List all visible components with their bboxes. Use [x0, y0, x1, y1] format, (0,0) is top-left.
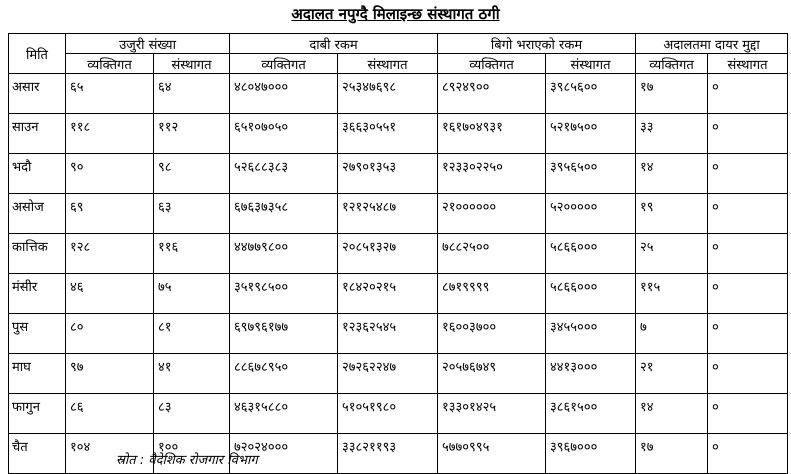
cell-claim-individual: ४६३१५८८० — [230, 394, 338, 434]
cell-complaints-institutional: ८१ — [154, 314, 230, 354]
cell-recovered-individual: २१०००००० — [438, 194, 546, 234]
table-row — [9, 194, 788, 234]
cell-recovered-institutional: ५२००००० — [546, 194, 636, 234]
cell-month: असोज — [9, 194, 66, 234]
cell-complaints-individual: १२८ — [66, 234, 154, 274]
table-row — [9, 154, 788, 194]
cell-cases-individual: १७ — [636, 434, 708, 474]
cell-recovered-individual: ८७१९९९९ — [438, 274, 546, 314]
header-court-cases: अदालतमा दायर मुद्दा — [636, 34, 788, 54]
cell-cases-individual: ७ — [636, 314, 708, 354]
cell-recovered-individual: १२३३०२२५० — [438, 154, 546, 194]
header-individual: व्यक्तिगत — [230, 54, 338, 74]
table-body — [9, 74, 788, 474]
cell-complaints-institutional: ६३ — [154, 194, 230, 234]
cell-claim-institutional: २५३४७६९८ — [338, 74, 438, 114]
header-institutional: संस्थागत — [338, 54, 438, 74]
table-row — [9, 394, 788, 434]
cell-cases-individual: ३३ — [636, 114, 708, 154]
cell-complaints-individual: ६५ — [66, 74, 154, 114]
cell-cases-institutional: ० — [708, 114, 788, 154]
cell-claim-institutional: १२१२५४८७ — [338, 194, 438, 234]
header-recovered-amount: बिगो भराएको रकम — [438, 34, 636, 54]
cell-cases-individual: २१ — [636, 354, 708, 394]
cell-complaints-individual: ८६ — [66, 394, 154, 434]
cell-complaints-institutional: १०० — [154, 434, 230, 474]
header-institutional: संस्थागत — [708, 54, 788, 74]
cell-cases-institutional: ० — [708, 74, 788, 114]
cell-recovered-individual: १३३०१४२५ — [438, 394, 546, 434]
cell-month: पुस — [9, 314, 66, 354]
source-note: स्रोत : वैदेशिक रोजगार विभाग — [116, 453, 258, 468]
cell-cases-institutional: ० — [708, 354, 788, 394]
cell-month: चैत — [9, 434, 66, 474]
cell-cases-individual: २५ — [636, 234, 708, 274]
cell-cases-institutional: ० — [708, 234, 788, 274]
header-complaint-count: उजुरी संख्या — [66, 34, 230, 54]
cell-claim-institutional: ३६६३०५५१ — [338, 114, 438, 154]
cell-recovered-institutional: ३९६७००० — [546, 434, 636, 474]
cell-claim-individual: ६५१०७०५० — [230, 114, 338, 154]
cell-complaints-institutional: ११२ — [154, 114, 230, 154]
cell-recovered-individual: ८९२४९०० — [438, 74, 546, 114]
cell-cases-institutional: ० — [708, 274, 788, 314]
cell-complaints-individual: ९० — [66, 154, 154, 194]
cell-cases-individual: ११५ — [636, 274, 708, 314]
table-row — [9, 314, 788, 354]
cell-month: फागुन — [9, 394, 66, 434]
table-row — [9, 74, 788, 114]
header-individual: व्यक्तिगत — [66, 54, 154, 74]
fraud-statistics-table — [8, 33, 788, 474]
cell-complaints-individual: ८० — [66, 314, 154, 354]
header-individual: व्यक्तिगत — [438, 54, 546, 74]
cell-recovered-individual: १६००३७०० — [438, 314, 546, 354]
cell-month: साउन — [9, 114, 66, 154]
cell-cases-institutional: ० — [708, 154, 788, 194]
header-institutional: संस्थागत — [546, 54, 636, 74]
cell-month: असार — [9, 74, 66, 114]
cell-recovered-institutional: ३९८५६०० — [546, 74, 636, 114]
cell-complaints-individual: ९७ — [66, 354, 154, 394]
cell-recovered-institutional: ३४५५००० — [546, 314, 636, 354]
cell-cases-individual: १७ — [636, 74, 708, 114]
cell-recovered-individual: १६१७०४९३१ — [438, 114, 546, 154]
cell-claim-institutional: ५१०५१९८० — [338, 394, 438, 434]
cell-cases-institutional: ० — [708, 434, 788, 474]
cell-claim-institutional: २७९०१३५३ — [338, 154, 438, 194]
cell-cases-institutional: ० — [708, 194, 788, 234]
cell-complaints-individual: १०४ — [66, 434, 154, 474]
cell-recovered-institutional: ५८६६००० — [546, 234, 636, 274]
cell-month: भदौ — [9, 154, 66, 194]
cell-claim-individual: ३५१९८५०० — [230, 274, 338, 314]
cell-complaints-individual: ४६ — [66, 274, 154, 314]
cell-claim-individual: ६९७९६१७७ — [230, 314, 338, 354]
table-row — [9, 234, 788, 274]
cell-recovered-individual: २०५७६७४९ — [438, 354, 546, 394]
cell-cases-individual: १४ — [636, 394, 708, 434]
cell-complaints-institutional: ८३ — [154, 394, 230, 434]
cell-recovered-institutional: ५८६६००० — [546, 274, 636, 314]
header-month: मिति — [9, 34, 66, 74]
table-row — [9, 114, 788, 154]
cell-claim-individual: ६७६३७३५८ — [230, 194, 338, 234]
header-claim-amount: दाबी रकम — [230, 34, 438, 54]
cell-recovered-individual: ५७७०९९५ — [438, 434, 546, 474]
header-individual: व्यक्तिगत — [636, 54, 708, 74]
cell-complaints-institutional: ९८ — [154, 154, 230, 194]
cell-complaints-individual: ६९ — [66, 194, 154, 234]
cell-claim-individual: ७२०२४००० — [230, 434, 338, 474]
cell-claim-institutional: १२३६२५४५ — [338, 314, 438, 354]
cell-recovered-institutional: ५२१७५०० — [546, 114, 636, 154]
cell-claim-institutional: २०८५१३२७ — [338, 234, 438, 274]
cell-recovered-institutional: ३८६१५०० — [546, 394, 636, 434]
cell-claim-individual: ४८०४७००० — [230, 74, 338, 114]
table-row — [9, 274, 788, 314]
cell-cases-institutional: ० — [708, 314, 788, 354]
cell-complaints-institutional: ६४ — [154, 74, 230, 114]
header-row-groups — [9, 34, 788, 54]
cell-claim-individual: ५२६८८३८३ — [230, 154, 338, 194]
page-title: अदालत नपुग्दै मिलाइन्छ संस्थागत ठगी — [291, 5, 500, 23]
cell-complaints-institutional: ११६ — [154, 234, 230, 274]
cell-complaints-individual: ११८ — [66, 114, 154, 154]
cell-cases-individual: १९ — [636, 194, 708, 234]
cell-complaints-institutional: ४१ — [154, 354, 230, 394]
cell-recovered-individual: ७८८२५०० — [438, 234, 546, 274]
cell-cases-individual: १४ — [636, 154, 708, 194]
table-row — [9, 354, 788, 394]
cell-month: कात्तिक — [9, 234, 66, 274]
cell-claim-institutional: १८४२०२१५ — [338, 274, 438, 314]
header-row-subgroups — [9, 54, 788, 74]
cell-claim-institutional: २७२६२२४७ — [338, 354, 438, 394]
cell-claim-individual: ८८६७८९५० — [230, 354, 338, 394]
cell-month: माघ — [9, 354, 66, 394]
cell-cases-institutional: ० — [708, 394, 788, 434]
cell-recovered-institutional: ३९५६५०० — [546, 154, 636, 194]
cell-recovered-institutional: ४४१३००० — [546, 354, 636, 394]
cell-claim-institutional: ३३८२११९३ — [338, 434, 438, 474]
cell-month: मंसीर — [9, 274, 66, 314]
cell-complaints-institutional: ७५ — [154, 274, 230, 314]
cell-claim-individual: ४४७७९८०० — [230, 234, 338, 274]
header-institutional: संस्थागत — [154, 54, 230, 74]
